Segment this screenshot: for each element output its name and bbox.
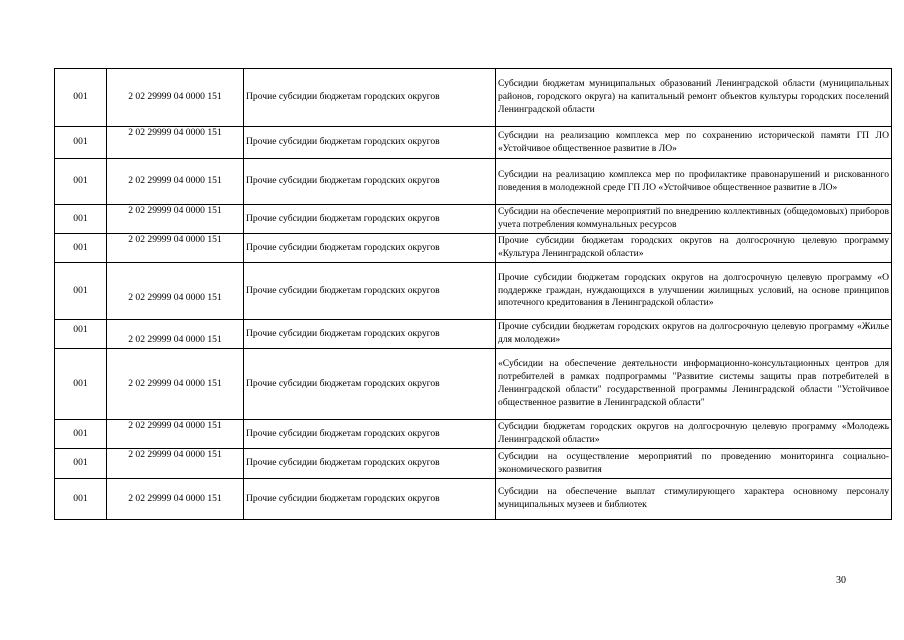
- kbk-code-cell: 2 02 29999 04 0000 151: [107, 320, 244, 349]
- description-cell: Субсидии на реализацию комплекса мер по профилактике правонарушений и рискованного поведения в молодежной среде ГП ЛО «Устойчивое общественное развитие в ЛО»: [496, 159, 892, 205]
- admin-code-cell: 001: [55, 263, 107, 320]
- page-number: 30: [836, 575, 846, 586]
- revenue-name-cell: Прочие субсидии бюджетам городских округов: [244, 263, 496, 320]
- revenue-name-cell: Прочие субсидии бюджетам городских округов: [244, 479, 496, 520]
- admin-code-cell: 001: [55, 159, 107, 205]
- admin-code-cell: 001: [55, 449, 107, 479]
- description-cell: Субсидии на осуществление мероприятий по проведению мониторинга социально-экономического развития: [496, 449, 892, 479]
- description-cell: Прочие субсидии бюджетам городских округов на долгосрочную целевую программу «Культура Ленинградской области»: [496, 234, 892, 263]
- revenue-name-cell: Прочие субсидии бюджетам городских округов: [244, 320, 496, 349]
- revenue-name-cell: Прочие субсидии бюджетам городских округов: [244, 69, 496, 127]
- description-cell: Прочие субсидии бюджетам городских округов на долгосрочную целевую программу «Жилье для молодежи»: [496, 320, 892, 349]
- description-cell: «Субсидии на обеспечение деятельности информационно-консультационных центров для потребителей в рамках подпрограммы "Развитие системы защиты прав потребителей в Ленинградской области" государственной программы Ленинградской области "Устойчивое общественное развитие в Ленинградской области": [496, 349, 892, 420]
- revenue-name-cell: Прочие субсидии бюджетам городских округов: [244, 205, 496, 234]
- table-row: [55, 127, 892, 159]
- admin-code-cell: 001: [55, 420, 107, 449]
- kbk-code-cell: 2 02 29999 04 0000 151: [107, 205, 244, 234]
- admin-code-cell: 001: [55, 127, 107, 159]
- kbk-code-cell: 2 02 29999 04 0000 151: [107, 449, 244, 479]
- admin-code-cell: 001: [55, 349, 107, 420]
- kbk-code-cell: 2 02 29999 04 0000 151: [107, 234, 244, 263]
- revenue-name-cell: Прочие субсидии бюджетам городских округов: [244, 449, 496, 479]
- table-row: [55, 205, 892, 234]
- kbk-code-cell: 2 02 29999 04 0000 151: [107, 69, 244, 127]
- kbk-code-cell: 2 02 29999 04 0000 151: [107, 479, 244, 520]
- revenue-codes-table: [54, 68, 892, 520]
- description-cell: Прочие субсидии бюджетам городских округов на долгосрочную целевую программу «О поддержке граждан, нуждающихся в улучшении жилищных условий, на основе принципов ипотечного кредитования в Ленинградской области»: [496, 263, 892, 320]
- kbk-code-cell: 2 02 29999 04 0000 151: [107, 349, 244, 420]
- description-cell: Субсидии на обеспечение мероприятий по внедрению коллективных (общедомовых) приборов учета потребления коммунальных ресурсов: [496, 205, 892, 234]
- admin-code-cell: 001: [55, 234, 107, 263]
- description-cell: Субсидии бюджетам муниципальных образований Ленинградской области (муниципальных районов, городского округа) на капитальный ремонт объектов культуры городских поселений Ленинградской области: [496, 69, 892, 127]
- table-row: [55, 349, 892, 420]
- revenue-name-cell: Прочие субсидии бюджетам городских округов: [244, 349, 496, 420]
- table-row: [55, 420, 892, 449]
- admin-code-cell: 001: [55, 205, 107, 234]
- description-cell: Субсидии на реализацию комплекса мер по сохранению исторической памяти ГП ЛО «Устойчивое общественное развитие в ЛО»: [496, 127, 892, 159]
- revenue-name-cell: Прочие субсидии бюджетам городских округов: [244, 159, 496, 205]
- description-cell: Субсидии на обеспечение выплат стимулирующего характера основному персоналу муниципальных музеев и библиотек: [496, 479, 892, 520]
- table-row: [55, 159, 892, 205]
- revenue-name-cell: Прочие субсидии бюджетам городских округов: [244, 420, 496, 449]
- table-row: [55, 479, 892, 520]
- kbk-code-cell: 2 02 29999 04 0000 151: [107, 159, 244, 205]
- kbk-code-cell: 2 02 29999 04 0000 151: [107, 127, 244, 159]
- admin-code-cell: 001: [55, 320, 107, 349]
- table-row: [55, 449, 892, 479]
- table-row: [55, 320, 892, 349]
- table-row: [55, 69, 892, 127]
- kbk-code-cell: 2 02 29999 04 0000 151: [107, 263, 244, 320]
- revenue-name-cell: Прочие субсидии бюджетам городских округов: [244, 127, 496, 159]
- description-cell: Субсидии бюджетам городских округов на долгосрочную целевую программу «Молодежь Ленинградской области»: [496, 420, 892, 449]
- admin-code-cell: 001: [55, 69, 107, 127]
- kbk-code-cell: 2 02 29999 04 0000 151: [107, 420, 244, 449]
- table-row: [55, 263, 892, 320]
- revenue-name-cell: Прочие субсидии бюджетам городских округов: [244, 234, 496, 263]
- admin-code-cell: 001: [55, 479, 107, 520]
- table-row: [55, 234, 892, 263]
